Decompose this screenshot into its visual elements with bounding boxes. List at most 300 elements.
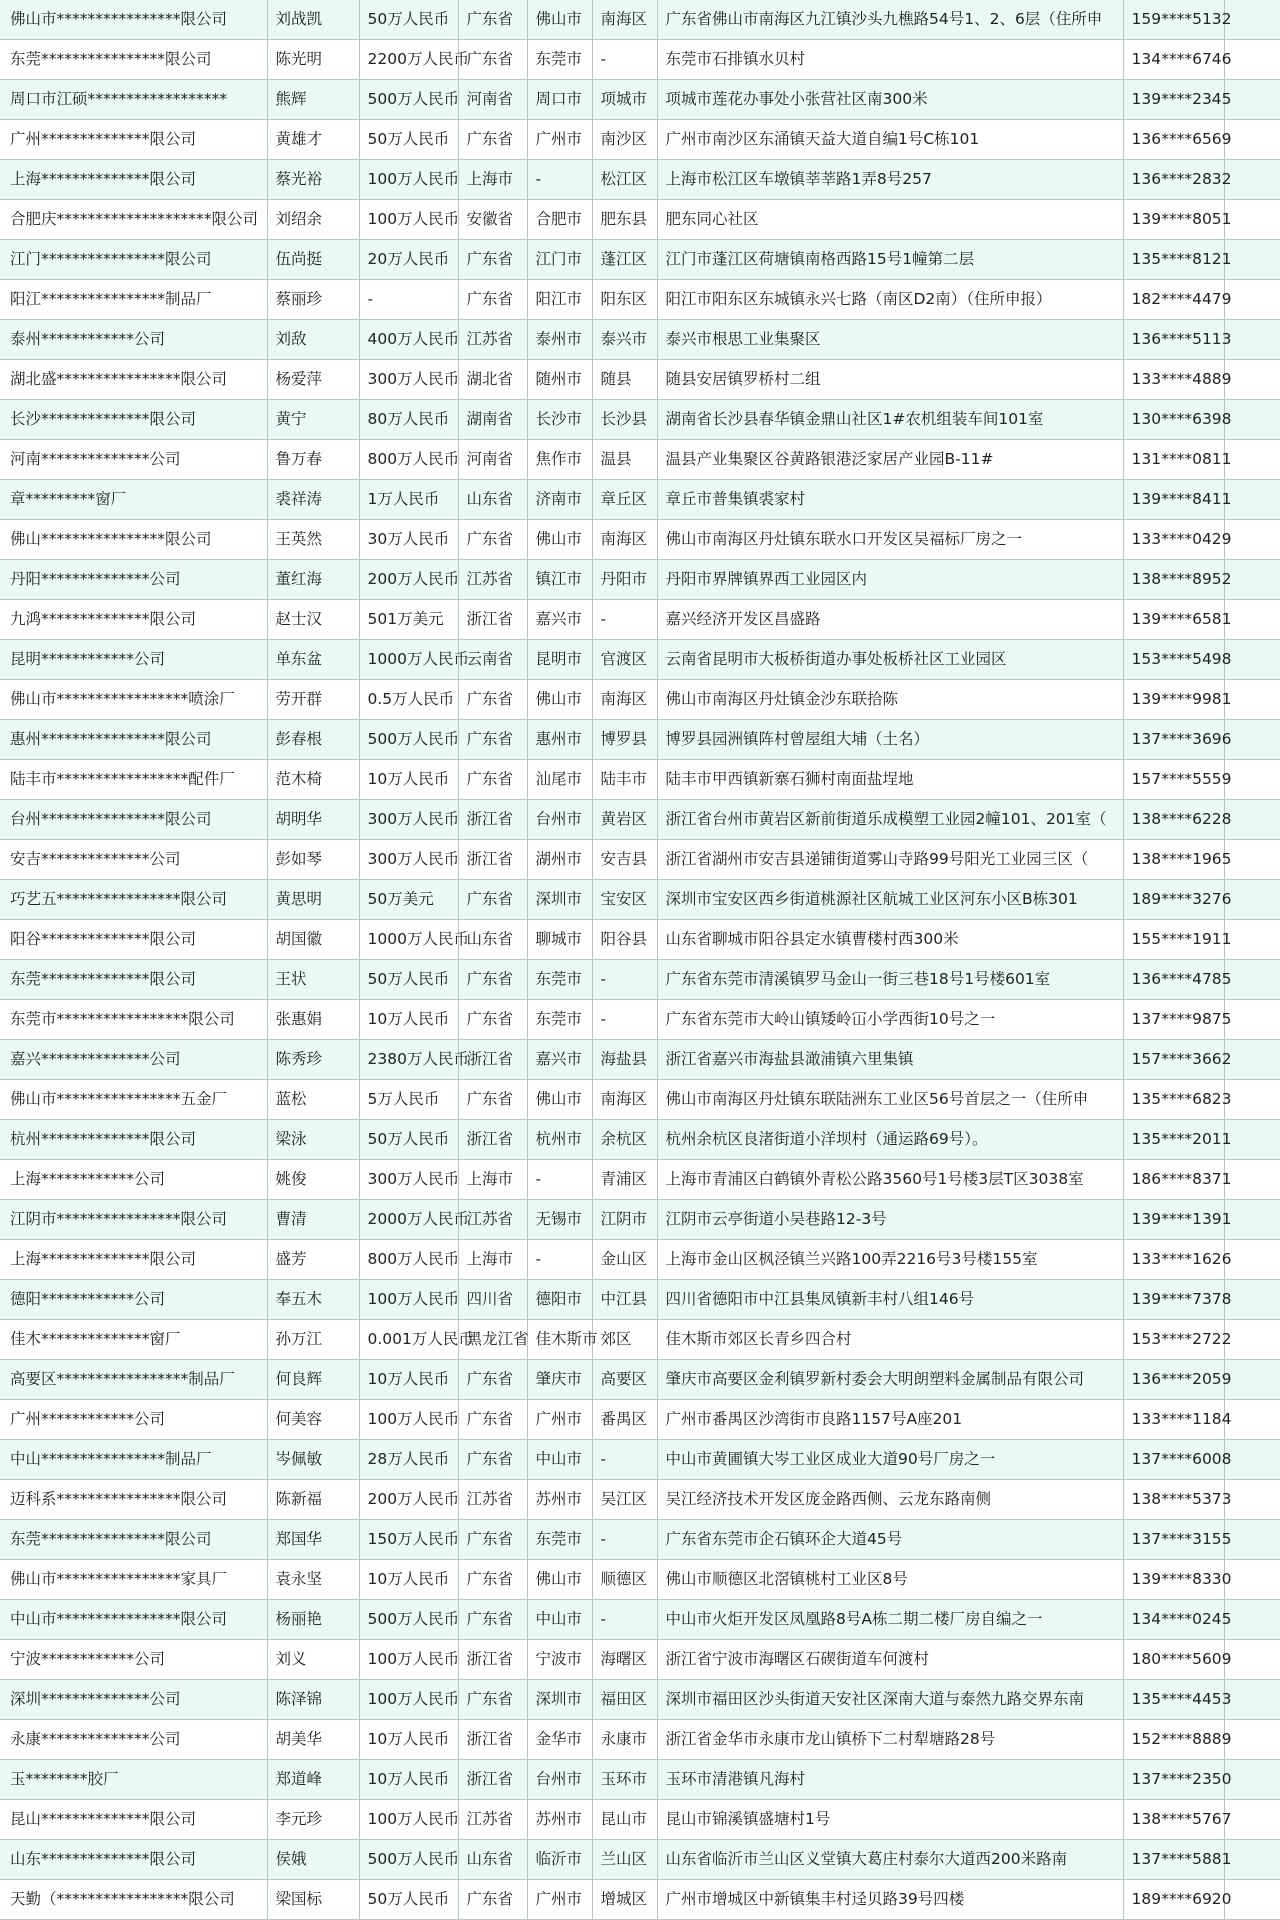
- city-cell: 佳木斯市: [527, 1320, 592, 1360]
- table-row: [0, 1080, 1280, 1120]
- legal-rep-cell: 鲁万春: [267, 440, 359, 480]
- empty-cell: [1224, 1800, 1280, 1840]
- phone-cell: 159****5132: [1123, 0, 1224, 40]
- district-cell: 永康市: [592, 1720, 657, 1760]
- empty-cell: [1224, 1320, 1280, 1360]
- capital-cell: 500万人民币: [359, 1600, 458, 1640]
- address-cell: 广东省东莞市大岭山镇矮岭冚小学西街10号之一: [657, 1000, 1123, 1040]
- legal-rep-cell: 王状: [267, 960, 359, 1000]
- province-cell: 广东省: [458, 520, 527, 560]
- province-cell: 湖南省: [458, 400, 527, 440]
- capital-cell: 50万人民币: [359, 120, 458, 160]
- legal-rep-cell: 胡明华: [267, 800, 359, 840]
- province-cell: 江苏省: [458, 320, 527, 360]
- district-cell: 博罗县: [592, 720, 657, 760]
- empty-cell: [1224, 1040, 1280, 1080]
- city-cell: 随州市: [527, 360, 592, 400]
- table-row: [0, 1880, 1280, 1920]
- company-name-cell: 上海**************限公司: [0, 1240, 267, 1280]
- table-row: [0, 1240, 1280, 1280]
- address-cell: 陆丰市甲西镇新寨石狮村南面盐埕地: [657, 760, 1123, 800]
- district-cell: -: [592, 600, 657, 640]
- capital-cell: 300万人民币: [359, 1160, 458, 1200]
- table-row: [0, 1360, 1280, 1400]
- phone-cell: 138****6228: [1123, 800, 1224, 840]
- address-cell: 山东省临沂市兰山区义堂镇大葛庄村泰尔大道西200米路南: [657, 1840, 1123, 1880]
- district-cell: -: [592, 1520, 657, 1560]
- address-cell: 佛山市南海区丹灶镇东联陆洲东工业区56号首层之一（住所申: [657, 1080, 1123, 1120]
- capital-cell: 100万人民币: [359, 1680, 458, 1720]
- province-cell: 广东省: [458, 1560, 527, 1600]
- legal-rep-cell: 奉五木: [267, 1280, 359, 1320]
- phone-cell: 135****4453: [1123, 1680, 1224, 1720]
- legal-rep-cell: 曹清: [267, 1200, 359, 1240]
- district-cell: 肥东县: [592, 200, 657, 240]
- company-name-cell: 玉********胶厂: [0, 1760, 267, 1800]
- legal-rep-cell: 王英然: [267, 520, 359, 560]
- table-row: [0, 400, 1280, 440]
- province-cell: 广东省: [458, 280, 527, 320]
- city-cell: 聊城市: [527, 920, 592, 960]
- province-cell: 广东省: [458, 0, 527, 40]
- province-cell: 上海市: [458, 160, 527, 200]
- address-cell: 江门市蓬江区荷塘镇南格西路15号1幢第二层: [657, 240, 1123, 280]
- address-cell: 吴江经济技术开发区庞金路西侧、云龙东路南侧: [657, 1480, 1123, 1520]
- province-cell: 山东省: [458, 920, 527, 960]
- district-cell: 金山区: [592, 1240, 657, 1280]
- address-cell: 博罗县园洲镇阵村曾屋组大埔（土名）: [657, 720, 1123, 760]
- capital-cell: 200万人民币: [359, 1480, 458, 1520]
- city-cell: 佛山市: [527, 1080, 592, 1120]
- address-cell: 泰兴市根思工业集聚区: [657, 320, 1123, 360]
- legal-rep-cell: 陈泽锦: [267, 1680, 359, 1720]
- phone-cell: 139****7378: [1123, 1280, 1224, 1320]
- company-name-cell: 东莞**************限公司: [0, 960, 267, 1000]
- district-cell: 余杭区: [592, 1120, 657, 1160]
- address-cell: 广东省东莞市企石镇环企大道45号: [657, 1520, 1123, 1560]
- empty-cell: [1224, 120, 1280, 160]
- legal-rep-cell: 陈新福: [267, 1480, 359, 1520]
- table-row: [0, 1040, 1280, 1080]
- legal-rep-cell: 陈秀珍: [267, 1040, 359, 1080]
- table-row: [0, 1280, 1280, 1320]
- province-cell: 河南省: [458, 80, 527, 120]
- company-name-cell: 湖北盛****************限公司: [0, 360, 267, 400]
- capital-cell: 100万人民币: [359, 160, 458, 200]
- capital-cell: -: [359, 280, 458, 320]
- district-cell: 南海区: [592, 520, 657, 560]
- province-cell: 浙江省: [458, 800, 527, 840]
- company-name-cell: 惠州****************限公司: [0, 720, 267, 760]
- table-row: [0, 160, 1280, 200]
- province-cell: 广东省: [458, 1520, 527, 1560]
- address-cell: 广州市番禺区沙湾街市良路1157号A座201: [657, 1400, 1123, 1440]
- capital-cell: 5万人民币: [359, 1080, 458, 1120]
- address-cell: 上海市青浦区白鹤镇外青松公路3560号1号楼3层T区3038室: [657, 1160, 1123, 1200]
- phone-cell: 137****5881: [1123, 1840, 1224, 1880]
- legal-rep-cell: 姚俊: [267, 1160, 359, 1200]
- address-cell: 项城市莲花办事处小张营社区南300米: [657, 80, 1123, 120]
- district-cell: 阳东区: [592, 280, 657, 320]
- city-cell: 江门市: [527, 240, 592, 280]
- capital-cell: 50万美元: [359, 880, 458, 920]
- company-name-cell: 九鸿**************限公司: [0, 600, 267, 640]
- phone-cell: 137****6008: [1123, 1440, 1224, 1480]
- legal-rep-cell: 董红海: [267, 560, 359, 600]
- empty-cell: [1224, 1480, 1280, 1520]
- legal-rep-cell: 何良辉: [267, 1360, 359, 1400]
- legal-rep-cell: 岑佩敏: [267, 1440, 359, 1480]
- phone-cell: 137****3696: [1123, 720, 1224, 760]
- empty-cell: [1224, 400, 1280, 440]
- empty-cell: [1224, 1160, 1280, 1200]
- city-cell: 苏州市: [527, 1800, 592, 1840]
- phone-cell: 138****5767: [1123, 1800, 1224, 1840]
- empty-cell: [1224, 1120, 1280, 1160]
- district-cell: 黄岩区: [592, 800, 657, 840]
- company-name-cell: 永康**************公司: [0, 1720, 267, 1760]
- empty-cell: [1224, 720, 1280, 760]
- legal-rep-cell: 杨丽艳: [267, 1600, 359, 1640]
- capital-cell: 0.5万人民币: [359, 680, 458, 720]
- district-cell: 中江县: [592, 1280, 657, 1320]
- province-cell: 江苏省: [458, 1800, 527, 1840]
- capital-cell: 10万人民币: [359, 1000, 458, 1040]
- empty-cell: [1224, 1680, 1280, 1720]
- table-row: [0, 240, 1280, 280]
- province-cell: 广东省: [458, 680, 527, 720]
- legal-rep-cell: 单东盆: [267, 640, 359, 680]
- company-name-cell: 中山市****************限公司: [0, 1600, 267, 1640]
- legal-rep-cell: 刘义: [267, 1640, 359, 1680]
- legal-rep-cell: 胡美华: [267, 1720, 359, 1760]
- table-row: [0, 440, 1280, 480]
- district-cell: 江阴市: [592, 1200, 657, 1240]
- phone-cell: 136****2059: [1123, 1360, 1224, 1400]
- capital-cell: 1万人民币: [359, 480, 458, 520]
- empty-cell: [1224, 160, 1280, 200]
- district-cell: 随县: [592, 360, 657, 400]
- empty-cell: [1224, 1360, 1280, 1400]
- city-cell: -: [527, 1240, 592, 1280]
- province-cell: 云南省: [458, 640, 527, 680]
- city-cell: 镇江市: [527, 560, 592, 600]
- legal-rep-cell: 刘敌: [267, 320, 359, 360]
- phone-cell: 152****8889: [1123, 1720, 1224, 1760]
- empty-cell: [1224, 1840, 1280, 1880]
- district-cell: 南海区: [592, 0, 657, 40]
- company-name-cell: 安吉**************公司: [0, 840, 267, 880]
- province-cell: 浙江省: [458, 1640, 527, 1680]
- empty-cell: [1224, 200, 1280, 240]
- phone-cell: 182****4479: [1123, 280, 1224, 320]
- empty-cell: [1224, 480, 1280, 520]
- capital-cell: 10万人民币: [359, 1360, 458, 1400]
- legal-rep-cell: 裘祥涛: [267, 480, 359, 520]
- legal-rep-cell: 黄雄才: [267, 120, 359, 160]
- capital-cell: 2000万人民币: [359, 1200, 458, 1240]
- capital-cell: 2380万人民币: [359, 1040, 458, 1080]
- address-cell: 东莞市石排镇水贝村: [657, 40, 1123, 80]
- company-name-cell: 泰州************公司: [0, 320, 267, 360]
- phone-cell: 138****1965: [1123, 840, 1224, 880]
- phone-cell: 189****6920: [1123, 1880, 1224, 1920]
- capital-cell: 200万人民币: [359, 560, 458, 600]
- phone-cell: 155****1911: [1123, 920, 1224, 960]
- province-cell: 广东省: [458, 240, 527, 280]
- empty-cell: [1224, 800, 1280, 840]
- company-name-cell: 东莞****************限公司: [0, 40, 267, 80]
- district-cell: -: [592, 1600, 657, 1640]
- district-cell: 松江区: [592, 160, 657, 200]
- province-cell: 浙江省: [458, 1040, 527, 1080]
- legal-rep-cell: 何美容: [267, 1400, 359, 1440]
- table-row: [0, 280, 1280, 320]
- province-cell: 广东省: [458, 880, 527, 920]
- legal-rep-cell: 蔡光裕: [267, 160, 359, 200]
- capital-cell: 30万人民币: [359, 520, 458, 560]
- empty-cell: [1224, 1600, 1280, 1640]
- company-name-cell: 宁波************公司: [0, 1640, 267, 1680]
- phone-cell: 136****6569: [1123, 120, 1224, 160]
- city-cell: 东莞市: [527, 960, 592, 1000]
- table-row: [0, 1200, 1280, 1240]
- address-cell: 山东省聊城市阳谷县定水镇曹楼村西300米: [657, 920, 1123, 960]
- province-cell: 广东省: [458, 1360, 527, 1400]
- capital-cell: 20万人民币: [359, 240, 458, 280]
- city-cell: 深圳市: [527, 1680, 592, 1720]
- empty-cell: [1224, 1520, 1280, 1560]
- city-cell: 杭州市: [527, 1120, 592, 1160]
- address-cell: 丹阳市界牌镇界西工业园区内: [657, 560, 1123, 600]
- capital-cell: 300万人民币: [359, 840, 458, 880]
- phone-cell: 153****2722: [1123, 1320, 1224, 1360]
- city-cell: 宁波市: [527, 1640, 592, 1680]
- district-cell: 番禺区: [592, 1400, 657, 1440]
- company-name-cell: 昆山**************限公司: [0, 1800, 267, 1840]
- district-cell: 长沙县: [592, 400, 657, 440]
- address-cell: 肥东同心社区: [657, 200, 1123, 240]
- city-cell: 汕尾市: [527, 760, 592, 800]
- phone-cell: 136****2832: [1123, 160, 1224, 200]
- address-cell: 佛山市南海区丹灶镇金沙东联拾陈: [657, 680, 1123, 720]
- phone-cell: 133****1184: [1123, 1400, 1224, 1440]
- capital-cell: 80万人民币: [359, 400, 458, 440]
- empty-cell: [1224, 640, 1280, 680]
- legal-rep-cell: 黄宁: [267, 400, 359, 440]
- capital-cell: 300万人民币: [359, 800, 458, 840]
- legal-rep-cell: 郑国华: [267, 1520, 359, 1560]
- phone-cell: 135****8121: [1123, 240, 1224, 280]
- empty-cell: [1224, 1880, 1280, 1920]
- empty-cell: [1224, 440, 1280, 480]
- empty-cell: [1224, 840, 1280, 880]
- table-row: [0, 840, 1280, 880]
- city-cell: -: [527, 1160, 592, 1200]
- capital-cell: 2200万人民币: [359, 40, 458, 80]
- legal-rep-cell: 彭如琴: [267, 840, 359, 880]
- legal-rep-cell: 彭春根: [267, 720, 359, 760]
- empty-cell: [1224, 960, 1280, 1000]
- city-cell: 苏州市: [527, 1480, 592, 1520]
- table-row: [0, 480, 1280, 520]
- phone-cell: 136****5113: [1123, 320, 1224, 360]
- province-cell: 广东省: [458, 1440, 527, 1480]
- phone-cell: 134****6746: [1123, 40, 1224, 80]
- province-cell: 上海市: [458, 1160, 527, 1200]
- empty-cell: [1224, 1080, 1280, 1120]
- table-row: [0, 680, 1280, 720]
- company-name-cell: 阳谷**************限公司: [0, 920, 267, 960]
- address-cell: 章丘市普集镇裘家村: [657, 480, 1123, 520]
- district-cell: -: [592, 1000, 657, 1040]
- phone-cell: 139****8051: [1123, 200, 1224, 240]
- address-cell: 湖南省长沙县春华镇金鼎山社区1#农机组装车间101室: [657, 400, 1123, 440]
- city-cell: 肇庆市: [527, 1360, 592, 1400]
- table-row: [0, 80, 1280, 120]
- empty-cell: [1224, 760, 1280, 800]
- district-cell: 南海区: [592, 680, 657, 720]
- address-cell: 四川省德阳市中江县集凤镇新丰村八组146号: [657, 1280, 1123, 1320]
- city-cell: 昆明市: [527, 640, 592, 680]
- address-cell: 玉环市清港镇凡海村: [657, 1760, 1123, 1800]
- capital-cell: 1000万人民币: [359, 640, 458, 680]
- capital-cell: 10万人民币: [359, 1720, 458, 1760]
- city-cell: 东莞市: [527, 1000, 592, 1040]
- city-cell: 中山市: [527, 1440, 592, 1480]
- capital-cell: 100万人民币: [359, 200, 458, 240]
- district-cell: 增城区: [592, 1880, 657, 1920]
- empty-cell: [1224, 680, 1280, 720]
- table-row: [0, 1840, 1280, 1880]
- district-cell: 安吉县: [592, 840, 657, 880]
- legal-rep-cell: 黄思明: [267, 880, 359, 920]
- phone-cell: 137****9875: [1123, 1000, 1224, 1040]
- city-cell: 佛山市: [527, 1560, 592, 1600]
- legal-rep-cell: 胡国徽: [267, 920, 359, 960]
- address-cell: 阳江市阳东区东城镇永兴七路（南区D2南）（住所申报）: [657, 280, 1123, 320]
- city-cell: 东莞市: [527, 40, 592, 80]
- district-cell: 陆丰市: [592, 760, 657, 800]
- empty-cell: [1224, 40, 1280, 80]
- province-cell: 山东省: [458, 1840, 527, 1880]
- city-cell: 无锡市: [527, 1200, 592, 1240]
- legal-rep-cell: 赵士汉: [267, 600, 359, 640]
- province-cell: 广东省: [458, 760, 527, 800]
- address-cell: 佳木斯市郊区长青乡四合村: [657, 1320, 1123, 1360]
- phone-cell: 137****3155: [1123, 1520, 1224, 1560]
- company-name-cell: 中山****************制品厂: [0, 1440, 267, 1480]
- company-name-cell: 阳江****************制品厂: [0, 280, 267, 320]
- province-cell: 浙江省: [458, 1720, 527, 1760]
- city-cell: -: [527, 160, 592, 200]
- empty-cell: [1224, 560, 1280, 600]
- district-cell: 玉环市: [592, 1760, 657, 1800]
- address-cell: 温县产业集聚区谷黄路银港泛家居产业园B-11#: [657, 440, 1123, 480]
- legal-rep-cell: 陈光明: [267, 40, 359, 80]
- city-cell: 深圳市: [527, 880, 592, 920]
- empty-cell: [1224, 1000, 1280, 1040]
- address-cell: 昆山市锦溪镇盛塘村1号: [657, 1800, 1123, 1840]
- capital-cell: 800万人民币: [359, 440, 458, 480]
- table-row: [0, 640, 1280, 680]
- empty-cell: [1224, 1400, 1280, 1440]
- province-cell: 广东省: [458, 1000, 527, 1040]
- table-row: [0, 360, 1280, 400]
- company-name-cell: 佛山市****************限公司: [0, 0, 267, 40]
- capital-cell: 1000万人民币: [359, 920, 458, 960]
- district-cell: 丹阳市: [592, 560, 657, 600]
- address-cell: 广州市南沙区东涌镇天益大道自编1号C栋101: [657, 120, 1123, 160]
- company-name-cell: 河南**************公司: [0, 440, 267, 480]
- table-row: [0, 1440, 1280, 1480]
- city-cell: 金华市: [527, 1720, 592, 1760]
- legal-rep-cell: 杨爱萍: [267, 360, 359, 400]
- company-name-cell: 江门****************限公司: [0, 240, 267, 280]
- city-cell: 广州市: [527, 1880, 592, 1920]
- table-row: [0, 1480, 1280, 1520]
- city-cell: 嘉兴市: [527, 1040, 592, 1080]
- phone-cell: 138****8952: [1123, 560, 1224, 600]
- company-name-cell: 天勤（*****************限公司: [0, 1880, 267, 1920]
- empty-cell: [1224, 1240, 1280, 1280]
- district-cell: 南沙区: [592, 120, 657, 160]
- company-name-cell: 佳木**************窗厂: [0, 1320, 267, 1360]
- address-cell: 杭州余杭区良渚街道小洋坝村（通运路69号）。: [657, 1120, 1123, 1160]
- legal-rep-cell: 梁国标: [267, 1880, 359, 1920]
- phone-cell: 139****9981: [1123, 680, 1224, 720]
- province-cell: 江苏省: [458, 1200, 527, 1240]
- capital-cell: 10万人民币: [359, 1760, 458, 1800]
- legal-rep-cell: 袁永坚: [267, 1560, 359, 1600]
- empty-cell: [1224, 1560, 1280, 1600]
- company-name-cell: 佛山市****************家具厂: [0, 1560, 267, 1600]
- table-row: [0, 40, 1280, 80]
- province-cell: 河南省: [458, 440, 527, 480]
- province-cell: 浙江省: [458, 840, 527, 880]
- address-cell: 深圳市宝安区西乡街道桃源社区航城工业区河东小区B栋301: [657, 880, 1123, 920]
- phone-cell: 130****6398: [1123, 400, 1224, 440]
- district-cell: 蓬江区: [592, 240, 657, 280]
- company-name-cell: 高要区*****************制品厂: [0, 1360, 267, 1400]
- city-cell: 广州市: [527, 1400, 592, 1440]
- province-cell: 浙江省: [458, 1120, 527, 1160]
- legal-rep-cell: 孙万江: [267, 1320, 359, 1360]
- company-name-cell: 佛山市****************五金厂: [0, 1080, 267, 1120]
- empty-cell: [1224, 520, 1280, 560]
- table-row: [0, 920, 1280, 960]
- phone-cell: 139****8411: [1123, 480, 1224, 520]
- phone-cell: 131****0811: [1123, 440, 1224, 480]
- company-name-cell: 迈科系****************限公司: [0, 1480, 267, 1520]
- company-name-cell: 佛山市*****************喷涂厂: [0, 680, 267, 720]
- empty-cell: [1224, 240, 1280, 280]
- city-cell: 临沂市: [527, 1840, 592, 1880]
- company-name-cell: 佛山****************限公司: [0, 520, 267, 560]
- address-cell: 肇庆市高要区金利镇罗新村委会大明朗塑料金属制品有限公司: [657, 1360, 1123, 1400]
- province-cell: 安徽省: [458, 200, 527, 240]
- capital-cell: 100万人民币: [359, 1640, 458, 1680]
- company-name-cell: 昆明************公司: [0, 640, 267, 680]
- province-cell: 湖北省: [458, 360, 527, 400]
- capital-cell: 500万人民币: [359, 80, 458, 120]
- phone-cell: 134****0245: [1123, 1600, 1224, 1640]
- capital-cell: 500万人民币: [359, 1840, 458, 1880]
- empty-cell: [1224, 600, 1280, 640]
- city-cell: 惠州市: [527, 720, 592, 760]
- address-cell: 浙江省湖州市安吉县递铺街道雾山寺路99号阳光工业园三区（: [657, 840, 1123, 880]
- province-cell: 广东省: [458, 1400, 527, 1440]
